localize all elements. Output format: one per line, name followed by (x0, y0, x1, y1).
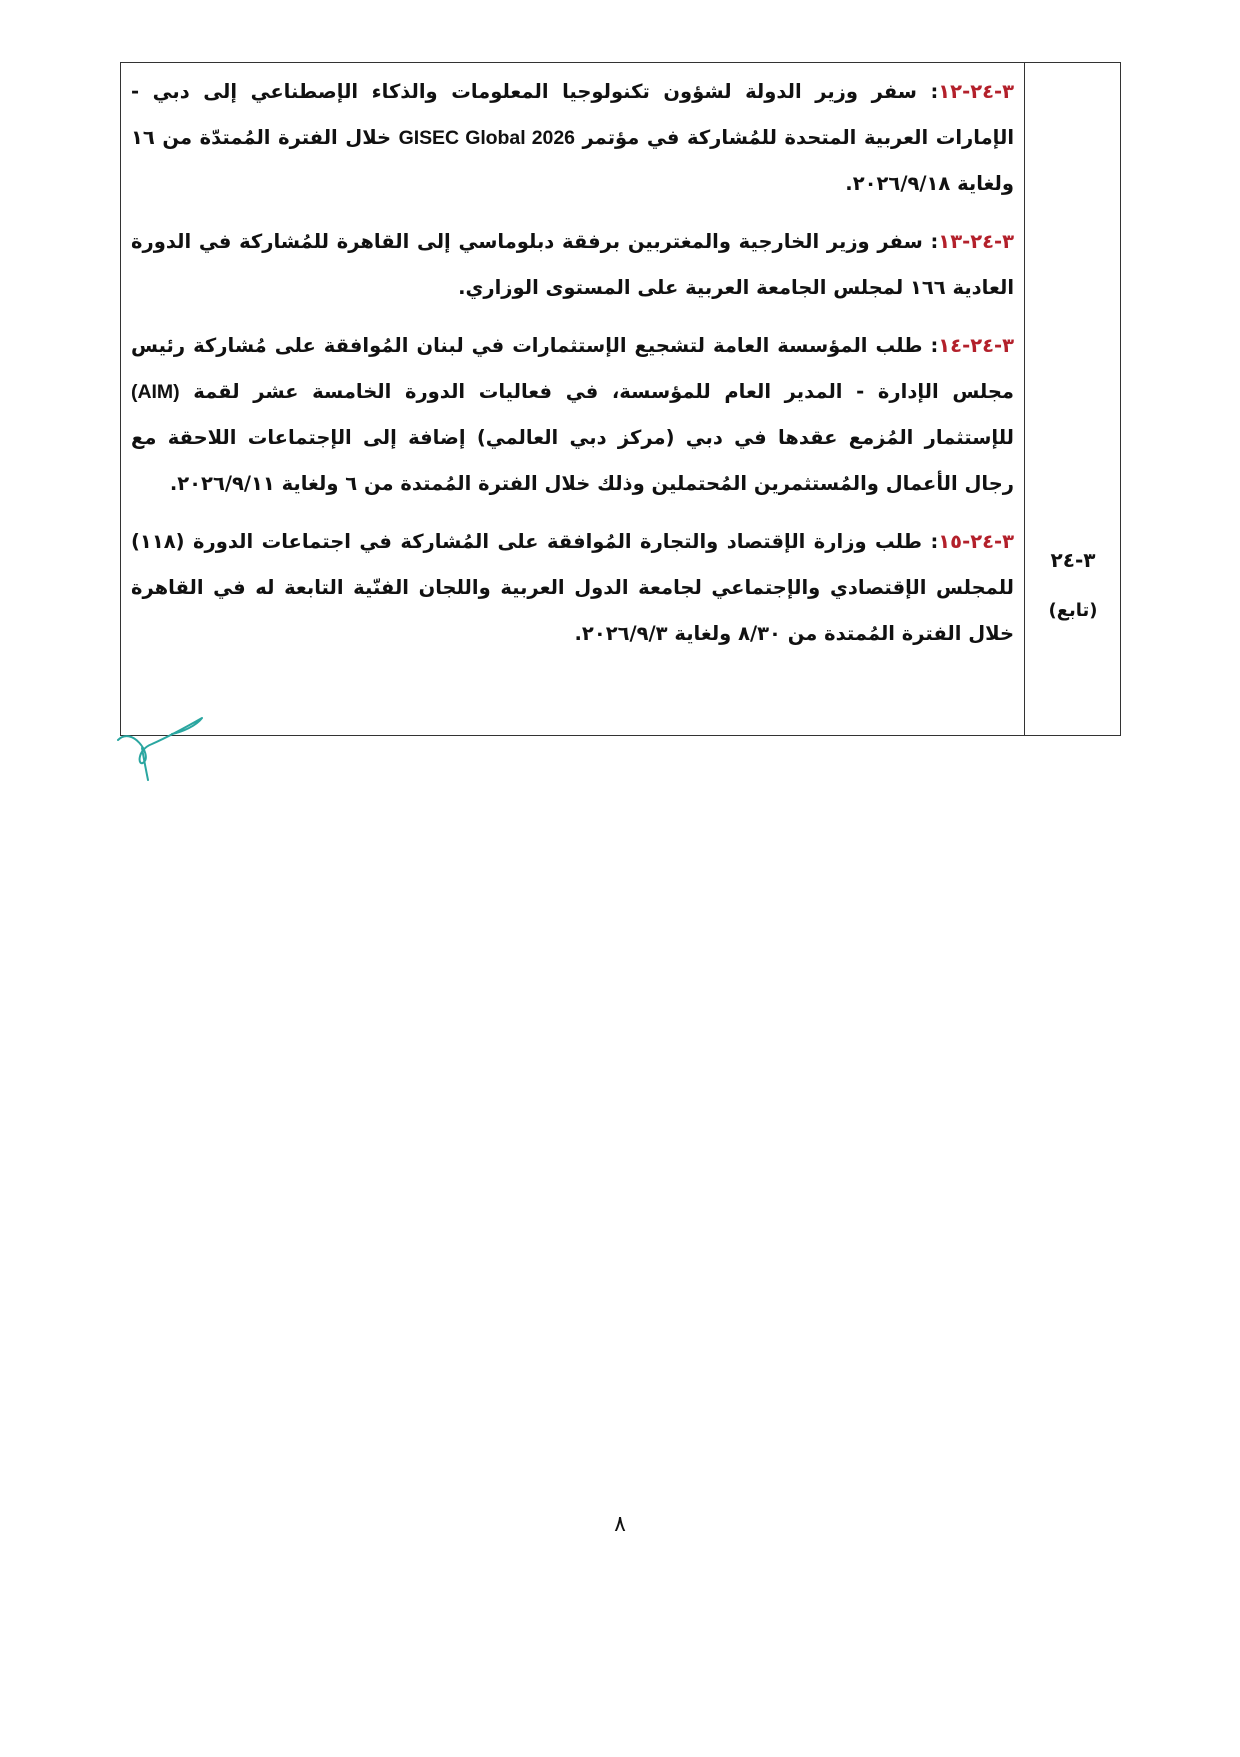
column-divider (1024, 63, 1025, 735)
item-number: ٣-٢٤-١٢ (938, 80, 1014, 103)
agenda-item-12: ٣-٢٤-١٢: سفر وزير الدولة لشؤون تكنولوجيا المعلومات والذكاء الإصطناعي إلى دبي - الإمارات العربية المتحدة للمُشاركة في مؤتمر GISEC Global 2026 خلال الفترة المُمتدّة من ١٦ ولغاية ٢٠٢٦/٩/١٨. (131, 80, 1015, 195)
section-number: ٣-٢٤ (1050, 548, 1096, 572)
agenda-item-14: ٣-٢٤-١٤: طلب المؤسسة العامة لتشجيع الإستثمارات في لبنان المُوافقة على مُشاركة رئيس مجلس الإدارة - المدير العام للمؤسسة، في فعاليات الدورة الخامسة عشر لقمة (AIM) للإستثمار المُزمع عقدها في دبي (مركز دبي العالمي) إضافة إلى الإجتماعات اللاحقة مع رجال الأعمال والمُستثمرين المُحتملين وذلك خلال الفترة المُمتدة من ٦ ولغاية ٢٠٢٦/٩/١١. (131, 334, 1014, 495)
item-number: ٣-٢٤-١٣ (938, 230, 1015, 253)
item-number: ٣-٢٤-١٥ (938, 530, 1014, 553)
signature-mark (112, 704, 212, 784)
item-number: ٣-٢٤-١٤ (938, 334, 1014, 357)
content-cell (129, 63, 1016, 735)
agenda-table (120, 62, 1121, 736)
agenda-item-13: ٣-٢٤-١٣: سفر وزير الخارجية والمغتربين برفقة دبلوماسي إلى القاهرة للمُشاركة في الدورة العادية ١٦٦ لمجلس الجامعة العربية على المستوى الوزاري. (131, 230, 1015, 299)
page-number: ٨ (614, 1512, 626, 1537)
item-text-continued: خلال الفترة المُمتدّة من ١٦ ولغاية ٢٠٢٦/٩/١٨. (131, 126, 1014, 195)
section-cell (1026, 63, 1120, 735)
item-text: سفر وزير الخارجية والمغتربين برفقة دبلوماسي إلى القاهرة للمُشاركة في الدورة العادية ١٦٦ لمجلس الجامعة العربية على المستوى الوزاري. (131, 230, 1014, 299)
agenda-item-15: ٣-٢٤-١٥: طلب وزارة الإقتصاد والتجارة المُوافقة على المُشاركة في اجتماعات الدورة (١١٨) للمجلس الإقتصادي والإجتماعي لجامعة الدول العربية واللجان الفنّية التابعة له في القاهرة خلال الفترة المُمتدة من ٨/٣٠ ولغاية ٢٠٢٦/٩/٣. (131, 530, 1014, 645)
item-text: سفر وزير الدولة لشؤون تكنولوجيا المعلومات والذكاء الإصطناعي إلى دبي - الإمارات العربية المتحدة للمُشاركة في مؤتمر (131, 80, 1015, 149)
item-latin-text: (AIM) (131, 381, 180, 403)
item-text: طلب وزارة الإقتصاد والتجارة المُوافقة على المُشاركة في اجتماعات الدورة (١١٨) للمجلس الإقتصادي والإجتماعي لجامعة الدول العربية واللجان الفنّية التابعة له في القاهرة خلال الفترة المُمتدة من ٨/٣٠ ولغاية ٢٠٢٦/٩/٣. (131, 530, 1014, 645)
item-latin-text: GISEC Global 2026 (398, 127, 575, 149)
item-text: طلب المؤسسة العامة لتشجيع الإستثمارات في لبنان المُوافقة على مُشاركة رئيس مجلس الإدارة - المدير العام للمؤسسة، في فعاليات الدورة الخامسة عشر لقمة (131, 334, 1014, 403)
item-text-continued: للإستثمار المُزمع عقدها في دبي (مركز دبي العالمي) إضافة إلى الإجتماعات اللاحقة مع رجال الأعمال والمُستثمرين المُحتملين وذلك خلال الفترة المُمتدة من ٦ ولغاية ٢٠٢٦/٩/١١. (131, 426, 1014, 495)
section-continued-label: (تابع) (1048, 600, 1098, 621)
